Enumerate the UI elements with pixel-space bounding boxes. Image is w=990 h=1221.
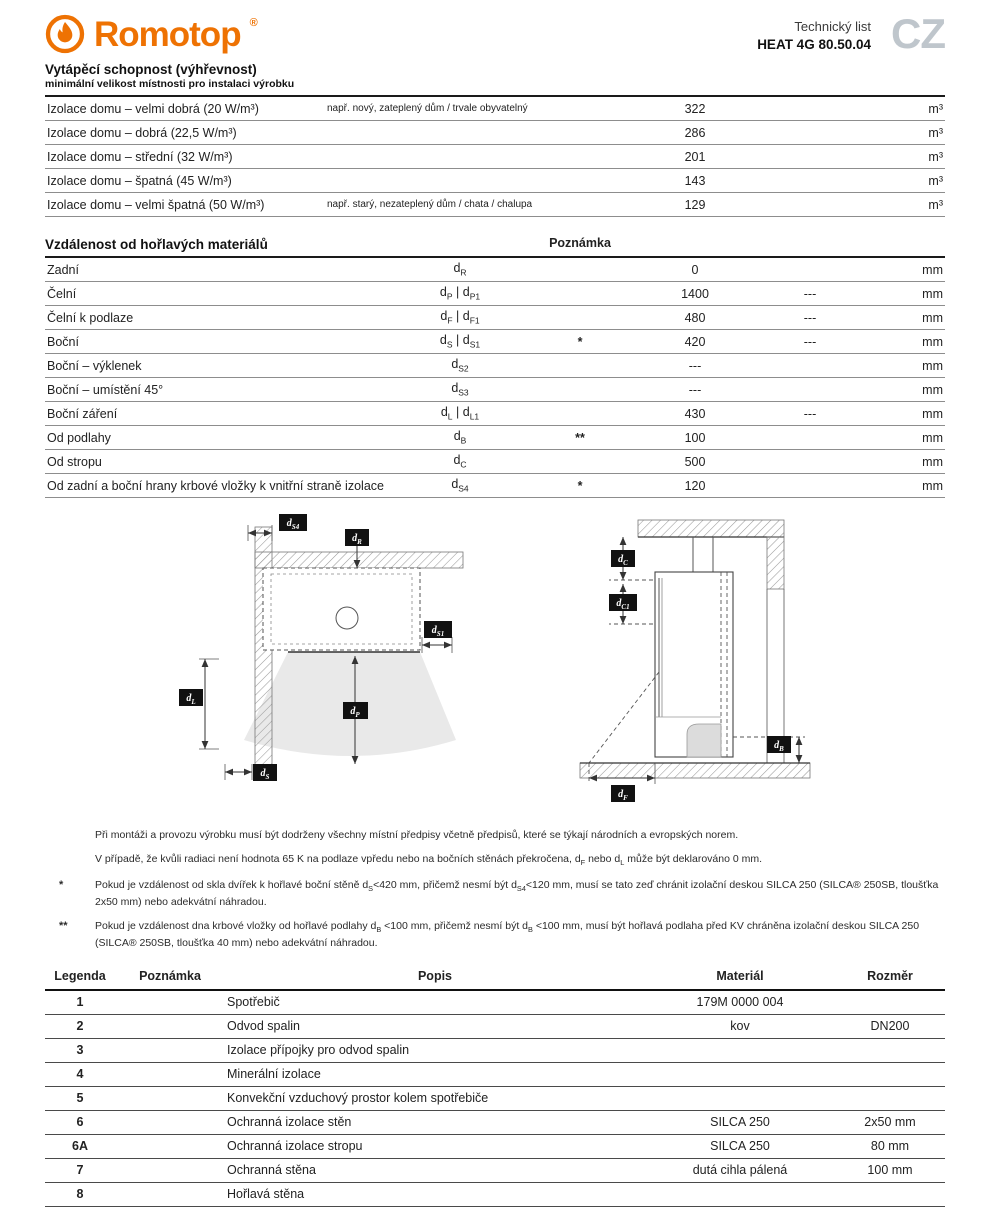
value1-cell: 1400 <box>681 286 709 301</box>
unit-cell: mm <box>922 454 943 469</box>
insulation-label-cell: Izolace domu – špatná (45 W/m³) <box>47 173 232 188</box>
side-view-diagram <box>575 512 835 812</box>
legend-desc-cell: Hořlavá stěna <box>227 1187 305 1202</box>
note-paragraph-star <box>45 878 945 910</box>
value-cell: 201 <box>684 149 706 164</box>
table-row <box>45 991 945 1015</box>
legend-material-cell: SILCA 250 <box>710 1139 770 1154</box>
value1-cell: 480 <box>684 310 706 325</box>
svg-text:dL: $d_L$ <box>186 693 196 706</box>
note-text: V případě, že kvůli radiaci není hodnota 65 K na podlaze vpředu nebo na bočních stěnách překročena, $d_F$ nebo $d_L$ může být deklarováno 0 mm. <box>95 853 763 868</box>
unit-cell: mm <box>922 430 943 445</box>
note-paragraph-double-star <box>45 919 945 951</box>
legend-desc-cell: Minerální izolace <box>227 1067 321 1082</box>
distance-label-cell: Čelní <box>47 286 77 301</box>
legend-note-cell <box>115 1120 225 1124</box>
legend-size-cell: DN200 <box>870 1019 910 1034</box>
star-marker: * <box>59 878 64 891</box>
legend-size-cell <box>835 1072 945 1076</box>
distance-label-cell: Boční – umístění 45° <box>47 382 164 397</box>
svg-text:dC: $d_C$ <box>618 554 628 567</box>
heating-table <box>45 95 945 217</box>
language-code: CZ <box>891 10 945 57</box>
unit-cell: m³ <box>928 101 943 116</box>
legend-size-cell: 80 mm <box>870 1139 910 1154</box>
unit-cell: m³ <box>928 173 943 188</box>
note-text: Pokud je vzdálenost od skla dvířek k hořlavé boční stěně $d_S<420$ mm, přičemž nesmí být $d_{S4}<120$ mm, musí se tato zeď chránit izolační deskou SILCA 250 (SILCA® 250SB, tloušťka 2x50 mm) nebo adekvátní náhradou. <box>95 878 939 908</box>
table-row <box>45 426 945 450</box>
value1-cell: 430 <box>684 406 706 421</box>
table-row <box>45 1087 945 1111</box>
table-row <box>45 1183 945 1207</box>
symbol-cell: $d_B$ <box>453 429 467 446</box>
legend-header-row <box>45 967 945 991</box>
unit-cell: mm <box>922 334 943 349</box>
legend-table <box>45 967 945 1207</box>
legend-size-cell <box>835 1192 945 1196</box>
footnotes-section <box>45 828 945 951</box>
legend-note-cell <box>115 1144 225 1148</box>
legend-header-legenda: Legenda <box>54 968 106 983</box>
value-cell: 286 <box>684 125 706 140</box>
legend-note-cell <box>115 1048 225 1052</box>
dimension-label-db <box>767 736 791 753</box>
note-mark-cell: ** <box>575 430 585 445</box>
table-row <box>45 474 945 498</box>
legend-material-cell: kov <box>730 1019 750 1034</box>
table-row <box>45 193 945 217</box>
distance-label-cell: Boční – výklenek <box>47 358 142 373</box>
flame-icon <box>45 14 85 54</box>
legend-id-cell: 6A <box>72 1139 88 1154</box>
flue-pipe <box>693 537 713 572</box>
distances-header-row <box>45 234 945 258</box>
unit-cell: mm <box>922 262 943 277</box>
insulation-label-cell: Izolace domu – velmi dobrá (20 W/m³) <box>47 101 259 116</box>
value2-cell <box>755 436 865 440</box>
legend-size-cell <box>835 1000 945 1004</box>
table-row <box>45 1135 945 1159</box>
unit-cell: mm <box>922 382 943 397</box>
legend-note-cell <box>115 1096 225 1100</box>
note-column-header: Poznámka <box>549 236 611 250</box>
table-row <box>45 330 945 354</box>
document-meta <box>757 14 871 52</box>
note-marker <box>45 852 95 869</box>
symbol-cell: $d_S$ | $d_{S1}$ <box>439 333 481 350</box>
installation-diagrams <box>45 512 945 812</box>
symbol-cell: $d_P$ | $d_{P1}$ <box>439 285 481 302</box>
brand-name: Romotop <box>94 14 241 54</box>
value-cell: 129 <box>684 197 706 212</box>
legend-material-cell: dutá cihla pálená <box>692 1163 788 1178</box>
legend-desc-cell: Ochranná izolace stropu <box>227 1139 363 1154</box>
unit-cell: mm <box>922 406 943 421</box>
legend-id-cell: 3 <box>76 1043 84 1058</box>
value2-cell: --- <box>803 286 817 301</box>
unit-cell: mm <box>922 310 943 325</box>
romotop-logo <box>45 14 258 54</box>
note-text: Pokud je vzdálenost dna krbové vložky od hořlavé podlahy $d_B <100$ mm, přičemž nesmí být $d_B <100$ mm, musí být hořlavá podlaha před KV chráněna izolační deskou SILCA 250 (SILCA® 250SB, tloušťka 40 mm) nebo adekvátní náhradou. <box>95 919 920 949</box>
legend-desc-cell: Ochranná stěna <box>227 1163 316 1178</box>
protective-wall-top <box>767 537 784 589</box>
value-cell: 322 <box>684 101 706 116</box>
radiation-line <box>589 672 659 763</box>
note-cell <box>325 179 625 183</box>
floor <box>580 763 810 778</box>
symbol-cell: $d_{S4}$ <box>451 477 469 494</box>
note-mark-cell <box>525 388 635 392</box>
legend-id-cell: 2 <box>76 1019 84 1034</box>
svg-text:dR: $d_R$ <box>352 533 362 546</box>
legend-desc-cell: Odvod spalin <box>227 1019 300 1034</box>
unit-cell: mm <box>922 358 943 373</box>
distance-label-cell: Zadní <box>47 262 79 277</box>
legend-desc-cell: Spotřebič <box>227 995 280 1010</box>
pedestal <box>687 724 721 757</box>
value2-cell <box>755 484 865 488</box>
symbol-cell: $d_L$ | $d_{L1}$ <box>440 405 480 422</box>
value2-cell <box>755 268 865 272</box>
legend-material-cell <box>645 1048 835 1052</box>
value1-cell: 420 <box>684 334 706 349</box>
svg-text:dF: $d_F$ <box>618 789 628 802</box>
table-row <box>45 258 945 282</box>
document-type: Technický list <box>794 19 871 34</box>
note-mark-cell: * <box>577 478 583 493</box>
unit-cell: m³ <box>928 149 943 164</box>
legend-desc-cell: Konvekční vzduchový prostor kolem spotřebiče <box>227 1091 489 1106</box>
value2-cell <box>755 460 865 464</box>
svg-text:dB: $d_B$ <box>774 740 784 753</box>
note-cell <box>325 155 625 159</box>
table-row <box>45 378 945 402</box>
distance-label-cell: Od podlahy <box>47 430 111 445</box>
unit-cell: mm <box>922 286 943 301</box>
distance-label-cell: Od zadní a boční hrany krbové vložky k vnitřní straně izolace <box>47 478 384 493</box>
insulation-label-cell: Izolace domu – střední (32 W/m³) <box>47 149 233 164</box>
value1-cell: 500 <box>684 454 706 469</box>
legend-note-cell <box>115 1024 225 1028</box>
table-row <box>45 1159 945 1183</box>
distances-section <box>45 234 945 498</box>
unit-cell: mm <box>922 478 943 493</box>
legend-id-cell: 4 <box>76 1067 84 1082</box>
table-row <box>45 402 945 426</box>
legend-header-rozmer: Rozměr <box>867 968 913 983</box>
legend-id-cell: 1 <box>76 995 84 1010</box>
insulation-label-cell: Izolace domu – dobrá (22,5 W/m³) <box>47 125 237 140</box>
legend-id-cell: 5 <box>76 1091 84 1106</box>
symbol-cell: $d_R$ <box>453 261 467 278</box>
legend-note-cell <box>115 1000 225 1004</box>
legend-id-cell: 7 <box>76 1163 84 1178</box>
note-paragraph <box>45 828 945 843</box>
insulation-label-cell: Izolace domu – velmi špatná (50 W/m³) <box>47 197 265 212</box>
value2-cell <box>755 364 865 368</box>
note-mark-cell <box>525 412 635 416</box>
legend-size-cell: 100 mm <box>867 1163 913 1178</box>
unit-cell: m³ <box>928 125 943 140</box>
dimension-label-df <box>611 785 635 802</box>
dimension-label-dc1 <box>609 594 637 611</box>
legend-id-cell: 8 <box>76 1187 84 1202</box>
dimension-label-ds <box>253 764 277 781</box>
table-row <box>45 1015 945 1039</box>
value2-cell: --- <box>803 310 817 325</box>
heating-capacity-section <box>45 62 945 217</box>
page-header <box>45 10 945 57</box>
note-marker <box>45 828 95 843</box>
svg-text:dS1: $d_{S1}$ <box>431 625 445 638</box>
double-star-marker: ** <box>59 919 68 932</box>
table-row <box>45 306 945 330</box>
distance-label-cell: Boční záření <box>47 406 118 421</box>
note-paragraph <box>45 852 945 869</box>
table-row <box>45 121 945 145</box>
top-view-diagram <box>175 512 475 807</box>
note-mark-cell <box>525 292 635 296</box>
symbol-cell: $d_{S2}$ <box>451 357 469 374</box>
back-wall <box>255 552 463 568</box>
distances-title: Vzdálenost od hořlavých materiálů <box>45 237 268 252</box>
value1-cell: 0 <box>691 262 699 277</box>
legend-size-cell <box>835 1048 945 1052</box>
svg-text:dS: $d_S$ <box>260 768 270 781</box>
legend-material-cell: 179M 0000 004 <box>696 995 784 1010</box>
note-text: Při montáži a provozu výrobku musí být dodrženy všechny místní předpisy včetně předpisů, které se týkají národních a evropských norem. <box>95 829 739 841</box>
dimension-label-dl <box>179 689 203 706</box>
note-cell: např. starý, nezateplený dům / chata / chalupa <box>327 199 533 210</box>
note-mark-cell: * <box>577 334 583 349</box>
value2-cell <box>755 388 865 392</box>
table-row <box>45 1063 945 1087</box>
symbol-cell: $d_C$ <box>453 453 467 470</box>
legend-material-cell <box>645 1072 835 1076</box>
legend-note-cell <box>115 1168 225 1172</box>
table-row <box>45 145 945 169</box>
dimension-label-dc <box>611 550 635 567</box>
legend-note-cell <box>115 1192 225 1196</box>
dimension-label-ds4 <box>279 514 307 531</box>
legend-desc-cell: Ochranná izolace stěn <box>227 1115 352 1130</box>
note-mark-cell <box>525 268 635 272</box>
symbol-cell: $d_{S3}$ <box>451 381 469 398</box>
legend-id-cell: 6 <box>76 1115 84 1130</box>
svg-text:dS4: $d_{S4}$ <box>286 518 300 531</box>
note-mark-cell <box>525 460 635 464</box>
legend-header-popis: Popis <box>417 968 453 983</box>
symbol-cell: $d_F$ | $d_{F1}$ <box>440 309 480 326</box>
legend-material-cell <box>645 1192 835 1196</box>
legend-material-cell <box>645 1096 835 1100</box>
table-row <box>45 1039 945 1063</box>
note-cell <box>325 131 625 135</box>
value1-cell: --- <box>688 358 702 373</box>
registered-mark: ® <box>249 17 258 29</box>
legend-header-poznamka: Poznámka <box>139 968 201 983</box>
heating-subtitle: minimální velikost místnosti pro instalaci výrobku <box>45 78 295 90</box>
svg-text:dC1: $d_{C1}$ <box>616 598 630 611</box>
value1-cell: 100 <box>684 430 706 445</box>
legend-material-cell: SILCA 250 <box>710 1115 770 1130</box>
unit-cell: m³ <box>928 197 943 212</box>
value-cell: 143 <box>684 173 706 188</box>
legend-header-material: Materiál <box>716 968 764 983</box>
legend-size-cell <box>835 1096 945 1100</box>
legend-note-cell <box>115 1072 225 1076</box>
distance-label-cell: Boční <box>47 334 79 349</box>
table-row <box>45 97 945 121</box>
distance-label-cell: Čelní k podlaze <box>47 310 134 325</box>
legend-desc-cell: Izolace přípojky pro odvod spalin <box>227 1043 410 1058</box>
note-mark-cell <box>525 364 635 368</box>
table-row <box>45 450 945 474</box>
note-mark-cell <box>525 316 635 320</box>
table-row <box>45 1111 945 1135</box>
note-cell: např. nový, zateplený dům / trvale obyvatelný <box>327 103 528 114</box>
table-row <box>45 354 945 378</box>
value2-cell: --- <box>803 406 817 421</box>
dimension-label-ds1 <box>424 621 452 638</box>
fireplace-insert-top <box>263 568 420 652</box>
value1-cell: 120 <box>684 478 706 493</box>
heating-title: Vytápěcí schopnost (výhřevnost) <box>45 62 257 77</box>
ceiling <box>638 520 784 537</box>
dimension-label-dr <box>345 529 369 546</box>
legend-size-cell: 2x50 mm <box>864 1115 916 1130</box>
distance-label-cell: Od stropu <box>47 454 102 469</box>
fireplace-insert-side <box>655 572 733 757</box>
table-row <box>45 282 945 306</box>
table-row <box>45 169 945 193</box>
distances-table <box>45 234 945 498</box>
value2-cell: --- <box>803 334 817 349</box>
value1-cell: --- <box>688 382 702 397</box>
product-code: HEAT 4G 80.50.04 <box>757 37 871 52</box>
dimension-label-dp <box>343 702 368 719</box>
svg-text:dP: $d_P$ <box>350 706 360 719</box>
